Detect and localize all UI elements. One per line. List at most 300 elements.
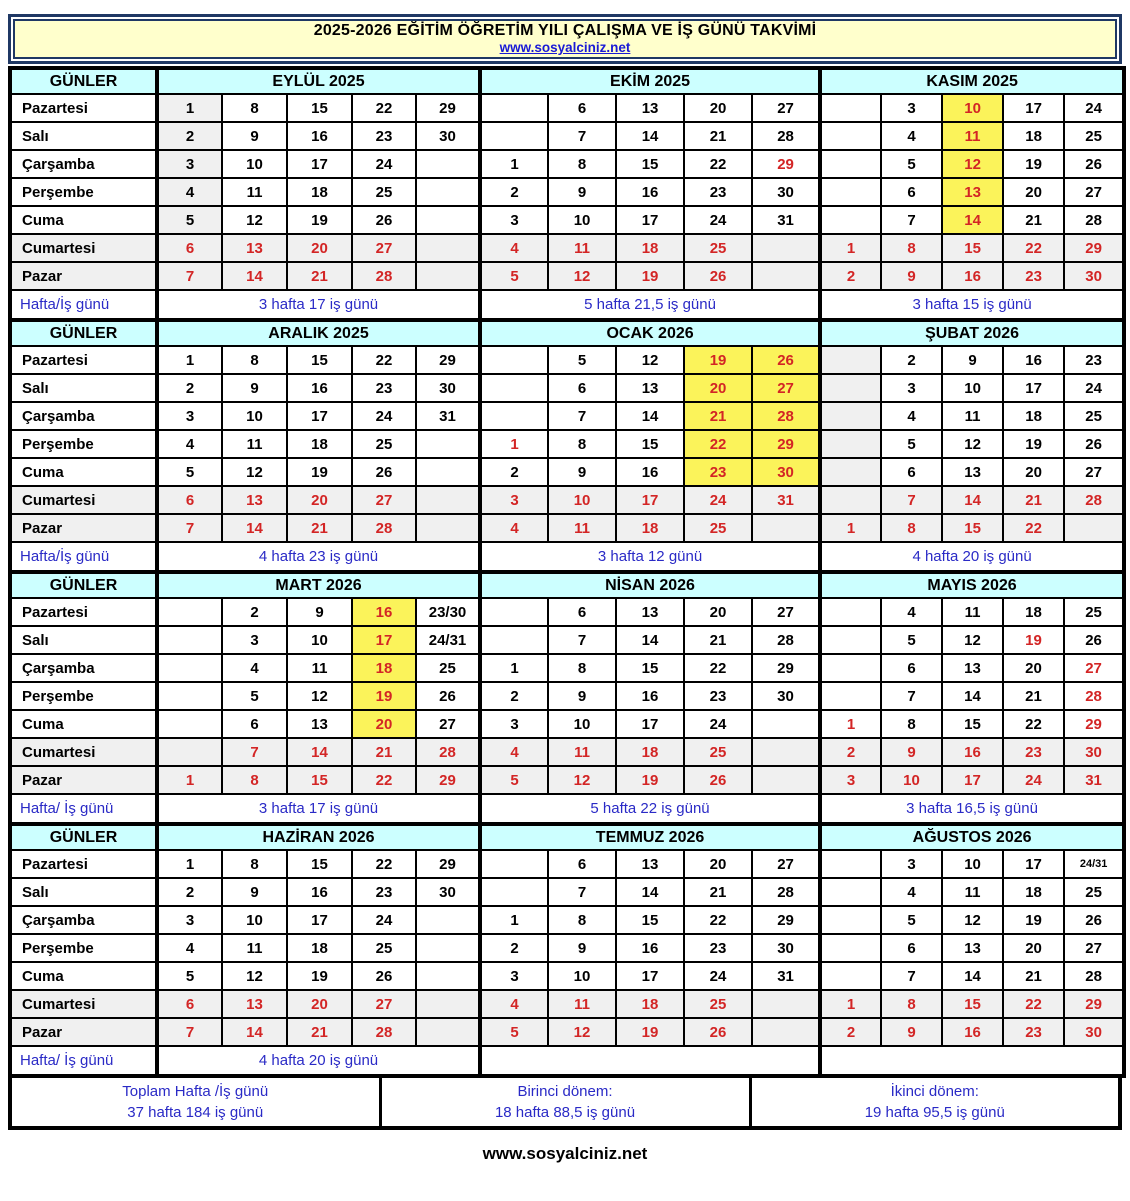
date-cell: 29 — [752, 430, 820, 458]
date-cell: 10 — [881, 766, 942, 794]
month-summary-empty — [480, 1046, 820, 1076]
date-cell: 10 — [548, 962, 616, 990]
day-label: Perşembe — [10, 430, 157, 458]
date-cell: 2 — [222, 598, 287, 626]
date-cell: 26 — [684, 1018, 752, 1046]
date-cell: 27 — [752, 598, 820, 626]
date-cell: 19 — [684, 346, 752, 374]
date-cell: 14 — [942, 206, 1003, 234]
day-label: Çarşamba — [10, 906, 157, 934]
gunler-header: GÜNLER — [10, 572, 157, 598]
date-cell: 26 — [352, 458, 416, 486]
total-weeks-value: 37 hafta 184 iş günü — [127, 1104, 264, 1121]
empty-date-cell — [416, 430, 480, 458]
date-cell: 8 — [881, 710, 942, 738]
date-cell: 12 — [616, 346, 684, 374]
date-cell: 22 — [352, 346, 416, 374]
empty-date-cell — [752, 262, 820, 290]
date-cell: 3 — [881, 374, 942, 402]
date-cell: 30 — [752, 934, 820, 962]
date-cell: 18 — [1003, 598, 1064, 626]
date-cell: 1 — [480, 906, 548, 934]
date-cell: 10 — [942, 94, 1003, 122]
date-cell: 18 — [1003, 122, 1064, 150]
date-cell: 20 — [1003, 458, 1064, 486]
date-cell: 22 — [684, 654, 752, 682]
date-cell: 19 — [287, 962, 352, 990]
date-cell: 20 — [1003, 934, 1064, 962]
week-workday-label: Hafta/İş günü — [10, 542, 157, 572]
date-cell: 8 — [881, 514, 942, 542]
empty-date-cell — [820, 122, 881, 150]
week-workday-label: Hafta/İş günü — [10, 290, 157, 320]
date-cell: 10 — [548, 486, 616, 514]
date-cell: 22 — [1003, 710, 1064, 738]
date-cell: 8 — [222, 766, 287, 794]
date-cell: 9 — [548, 934, 616, 962]
date-cell: 13 — [942, 458, 1003, 486]
date-cell: 11 — [548, 738, 616, 766]
date-cell: 12 — [287, 682, 352, 710]
month-header: EKİM 2025 — [480, 68, 820, 94]
date-cell: 27 — [752, 850, 820, 878]
day-label: Çarşamba — [10, 150, 157, 178]
date-cell: 6 — [222, 710, 287, 738]
date-cell: 11 — [942, 402, 1003, 430]
date-cell: 18 — [616, 990, 684, 1018]
date-cell: 30 — [1064, 738, 1124, 766]
day-label: Pazar — [10, 766, 157, 794]
month-header: MAYIS 2026 — [820, 572, 1124, 598]
date-cell: 7 — [548, 122, 616, 150]
date-cell: 2 — [820, 1018, 881, 1046]
empty-date-cell — [157, 654, 222, 682]
date-cell: 18 — [1003, 402, 1064, 430]
month-summary: 5 hafta 21,5 iş günü — [480, 290, 820, 320]
site-link[interactable]: www.sosyalciniz.net — [499, 40, 631, 55]
date-cell: 30 — [1064, 1018, 1124, 1046]
date-cell: 17 — [616, 962, 684, 990]
date-cell: 1 — [820, 990, 881, 1018]
date-cell: 5 — [881, 430, 942, 458]
date-cell: 20 — [684, 850, 752, 878]
date-cell: 3 — [480, 206, 548, 234]
date-cell: 26 — [1064, 626, 1124, 654]
month-header: OCAK 2026 — [480, 320, 820, 346]
date-cell: 13 — [287, 710, 352, 738]
empty-date-cell — [820, 962, 881, 990]
date-cell: 4 — [480, 234, 548, 262]
date-cell: 15 — [616, 430, 684, 458]
empty-date-cell — [820, 150, 881, 178]
date-cell: 28 — [752, 122, 820, 150]
calendar-page — [8, 14, 1122, 1164]
day-label: Cumartesi — [10, 738, 157, 766]
date-cell: 3 — [480, 486, 548, 514]
date-cell: 17 — [616, 710, 684, 738]
date-cell: 8 — [548, 654, 616, 682]
date-cell: 29 — [416, 766, 480, 794]
date-cell: 24 — [1064, 374, 1124, 402]
date-cell: 16 — [287, 878, 352, 906]
date-cell: 9 — [881, 738, 942, 766]
date-cell: 1 — [157, 94, 222, 122]
calendar-group-3 — [8, 570, 1126, 826]
date-cell: 5 — [480, 262, 548, 290]
date-cell: 14 — [616, 122, 684, 150]
date-cell: 15 — [287, 850, 352, 878]
date-cell: 13 — [616, 850, 684, 878]
date-cell: 25 — [352, 178, 416, 206]
date-cell: 17 — [352, 626, 416, 654]
date-cell: 23 — [1003, 1018, 1064, 1046]
date-cell: 28 — [1064, 682, 1124, 710]
date-cell: 6 — [157, 990, 222, 1018]
date-cell: 13 — [222, 990, 287, 1018]
month-summary: 3 hafta 12 günü — [480, 542, 820, 572]
month-header: HAZİRAN 2026 — [157, 824, 480, 850]
gunler-header: GÜNLER — [10, 320, 157, 346]
date-cell: 2 — [480, 934, 548, 962]
date-cell: 21 — [684, 402, 752, 430]
empty-date-cell — [820, 850, 881, 878]
date-cell: 29 — [416, 94, 480, 122]
date-cell: 22 — [684, 430, 752, 458]
date-cell: 21 — [287, 514, 352, 542]
empty-date-cell — [416, 234, 480, 262]
date-cell: 28 — [352, 514, 416, 542]
date-cell: 6 — [548, 374, 616, 402]
date-cell: 3 — [157, 402, 222, 430]
date-cell: 19 — [352, 682, 416, 710]
date-cell: 24 — [352, 402, 416, 430]
date-cell: 19 — [616, 1018, 684, 1046]
date-cell: 23 — [352, 122, 416, 150]
empty-date-cell — [416, 458, 480, 486]
date-cell: 16 — [942, 1018, 1003, 1046]
date-cell: 16 — [287, 122, 352, 150]
date-cell: 16 — [616, 458, 684, 486]
date-cell: 3 — [881, 94, 942, 122]
date-cell: 23 — [1003, 262, 1064, 290]
date-cell: 13 — [942, 178, 1003, 206]
date-cell: 21 — [684, 878, 752, 906]
date-cell: 29 — [752, 654, 820, 682]
date-cell: 20 — [684, 94, 752, 122]
date-cell: 5 — [157, 458, 222, 486]
date-cell: 9 — [222, 122, 287, 150]
empty-date-cell — [820, 374, 881, 402]
date-cell: 18 — [287, 430, 352, 458]
empty-date-cell — [820, 402, 881, 430]
date-cell: 18 — [287, 178, 352, 206]
date-cell: 11 — [222, 430, 287, 458]
date-cell: 2 — [480, 178, 548, 206]
totals-row — [8, 1074, 1122, 1130]
date-cell: 28 — [352, 1018, 416, 1046]
second-term-title: İkinci dönem: — [890, 1083, 979, 1100]
date-cell: 9 — [222, 878, 287, 906]
month-header: MART 2026 — [157, 572, 480, 598]
date-cell: 16 — [942, 738, 1003, 766]
date-cell: 6 — [881, 458, 942, 486]
date-cell: 31 — [752, 962, 820, 990]
date-cell: 11 — [548, 514, 616, 542]
date-cell: 2 — [881, 346, 942, 374]
date-cell: 11 — [222, 178, 287, 206]
day-label: Pazar — [10, 514, 157, 542]
footer-site-text: www.sosyalciniz.net — [482, 1144, 648, 1163]
empty-date-cell — [752, 710, 820, 738]
date-cell: 19 — [287, 458, 352, 486]
date-cell: 4 — [480, 514, 548, 542]
date-cell: 4 — [157, 430, 222, 458]
date-cell: 14 — [222, 1018, 287, 1046]
date-cell: 22 — [352, 850, 416, 878]
date-cell: 17 — [1003, 850, 1064, 878]
date-cell: 28 — [416, 738, 480, 766]
date-cell: 9 — [287, 598, 352, 626]
date-cell: 5 — [480, 766, 548, 794]
title-bar — [8, 14, 1122, 64]
date-cell: 16 — [942, 262, 1003, 290]
day-label: Salı — [10, 122, 157, 150]
date-cell: 13 — [616, 94, 684, 122]
second-term-cell — [750, 1076, 1120, 1128]
date-cell: 17 — [1003, 374, 1064, 402]
date-cell: 18 — [1003, 878, 1064, 906]
date-cell: 7 — [881, 962, 942, 990]
date-cell: 31 — [752, 206, 820, 234]
date-cell: 15 — [942, 234, 1003, 262]
date-cell: 17 — [287, 402, 352, 430]
empty-date-cell — [820, 458, 881, 486]
day-label: Pazar — [10, 1018, 157, 1046]
date-cell: 23 — [352, 878, 416, 906]
date-cell: 4 — [881, 878, 942, 906]
date-cell: 17 — [1003, 94, 1064, 122]
date-cell: 14 — [942, 962, 1003, 990]
empty-date-cell — [752, 1018, 820, 1046]
date-cell: 1 — [157, 766, 222, 794]
date-cell: 23 — [684, 458, 752, 486]
date-cell: 22 — [352, 94, 416, 122]
date-cell: 30 — [752, 682, 820, 710]
empty-date-cell — [416, 150, 480, 178]
date-cell: 22 — [1003, 990, 1064, 1018]
date-cell: 8 — [881, 990, 942, 1018]
date-cell: 2 — [820, 262, 881, 290]
date-cell: 12 — [548, 262, 616, 290]
date-cell: 16 — [616, 682, 684, 710]
day-label: Pazartesi — [10, 598, 157, 626]
date-cell: 25 — [1064, 402, 1124, 430]
date-cell: 15 — [942, 990, 1003, 1018]
empty-date-cell — [752, 514, 820, 542]
date-cell: 4 — [222, 654, 287, 682]
date-cell: 16 — [352, 598, 416, 626]
date-cell: 4 — [480, 738, 548, 766]
date-cell: 24/31 — [416, 626, 480, 654]
date-cell: 21 — [684, 122, 752, 150]
date-cell: 6 — [881, 178, 942, 206]
date-cell: 5 — [222, 682, 287, 710]
date-cell: 7 — [157, 514, 222, 542]
date-cell: 19 — [616, 766, 684, 794]
date-cell: 12 — [222, 206, 287, 234]
month-summary: 4 hafta 20 iş günü — [820, 542, 1124, 572]
date-cell: 7 — [881, 206, 942, 234]
date-cell: 4 — [881, 402, 942, 430]
date-cell: 2 — [157, 878, 222, 906]
date-cell: 3 — [157, 906, 222, 934]
date-cell: 3 — [480, 710, 548, 738]
date-cell: 23 — [1003, 738, 1064, 766]
date-cell: 11 — [548, 990, 616, 1018]
date-cell: 1 — [157, 850, 222, 878]
empty-date-cell — [820, 626, 881, 654]
empty-date-cell — [480, 122, 548, 150]
day-label: Salı — [10, 374, 157, 402]
date-cell: 14 — [616, 626, 684, 654]
date-cell: 7 — [881, 486, 942, 514]
date-cell: 1 — [480, 654, 548, 682]
date-cell: 2 — [820, 738, 881, 766]
date-cell: 15 — [942, 514, 1003, 542]
date-cell: 11 — [287, 654, 352, 682]
month-summary-empty — [820, 1046, 1124, 1076]
empty-date-cell — [752, 766, 820, 794]
date-cell: 20 — [684, 374, 752, 402]
date-cell: 11 — [942, 878, 1003, 906]
total-weeks-cell — [10, 1076, 380, 1128]
empty-date-cell — [820, 178, 881, 206]
date-cell: 27 — [1064, 654, 1124, 682]
date-cell: 12 — [942, 150, 1003, 178]
date-cell: 25 — [684, 514, 752, 542]
date-cell: 25 — [352, 430, 416, 458]
date-cell: 28 — [1064, 486, 1124, 514]
date-cell: 27 — [352, 486, 416, 514]
date-cell: 14 — [616, 878, 684, 906]
date-cell: 28 — [352, 262, 416, 290]
date-cell: 23 — [684, 178, 752, 206]
date-cell: 12 — [942, 626, 1003, 654]
date-cell: 21 — [1003, 682, 1064, 710]
date-cell: 21 — [287, 262, 352, 290]
empty-date-cell — [416, 990, 480, 1018]
date-cell: 25 — [1064, 878, 1124, 906]
empty-date-cell — [820, 346, 881, 374]
date-cell: 3 — [222, 626, 287, 654]
date-cell: 7 — [548, 626, 616, 654]
date-cell: 15 — [942, 710, 1003, 738]
day-label: Perşembe — [10, 934, 157, 962]
date-cell: 10 — [222, 402, 287, 430]
date-cell: 24 — [684, 710, 752, 738]
date-cell: 2 — [480, 458, 548, 486]
date-cell: 8 — [222, 94, 287, 122]
date-cell: 16 — [287, 374, 352, 402]
month-summary: 4 hafta 20 iş günü — [157, 1046, 480, 1076]
empty-date-cell — [480, 626, 548, 654]
date-cell: 26 — [1064, 150, 1124, 178]
total-weeks-title: Toplam Hafta /İş günü — [122, 1083, 269, 1100]
date-cell: 8 — [548, 430, 616, 458]
date-cell: 26 — [1064, 430, 1124, 458]
date-cell: 20 — [1003, 178, 1064, 206]
date-cell: 12 — [548, 1018, 616, 1046]
first-term-cell — [380, 1076, 750, 1128]
month-header: KASIM 2025 — [820, 68, 1124, 94]
date-cell: 26 — [416, 682, 480, 710]
date-cell: 7 — [548, 402, 616, 430]
date-cell: 18 — [616, 738, 684, 766]
day-label: Cuma — [10, 458, 157, 486]
date-cell: 29 — [752, 150, 820, 178]
date-cell: 23/30 — [416, 598, 480, 626]
date-cell: 13 — [222, 234, 287, 262]
date-cell: 27 — [416, 710, 480, 738]
date-cell: 3 — [820, 766, 881, 794]
date-cell: 12 — [222, 458, 287, 486]
date-cell: 27 — [752, 94, 820, 122]
date-cell: 21 — [287, 1018, 352, 1046]
date-cell: 30 — [416, 122, 480, 150]
date-cell: 27 — [1064, 178, 1124, 206]
month-summary: 4 hafta 23 iş günü — [157, 542, 480, 572]
date-cell: 25 — [416, 654, 480, 682]
date-cell: 25 — [1064, 598, 1124, 626]
date-cell: 5 — [881, 150, 942, 178]
date-cell: 6 — [157, 486, 222, 514]
empty-date-cell — [416, 262, 480, 290]
empty-date-cell — [752, 990, 820, 1018]
date-cell: 11 — [548, 234, 616, 262]
month-header: AĞUSTOS 2026 — [820, 824, 1124, 850]
date-cell: 8 — [222, 850, 287, 878]
date-cell: 2 — [157, 374, 222, 402]
date-cell: 30 — [416, 374, 480, 402]
date-cell: 24 — [684, 962, 752, 990]
date-cell: 8 — [222, 346, 287, 374]
date-cell: 19 — [1003, 906, 1064, 934]
date-cell: 19 — [1003, 430, 1064, 458]
date-cell: 25 — [684, 738, 752, 766]
date-cell: 8 — [548, 906, 616, 934]
date-cell: 2 — [157, 122, 222, 150]
date-cell: 1 — [820, 710, 881, 738]
date-cell: 3 — [157, 150, 222, 178]
date-cell: 24 — [352, 150, 416, 178]
date-cell: 4 — [881, 122, 942, 150]
empty-date-cell — [416, 206, 480, 234]
date-cell: 7 — [157, 262, 222, 290]
date-cell: 14 — [222, 262, 287, 290]
gunler-header: GÜNLER — [10, 68, 157, 94]
date-cell: 1 — [157, 346, 222, 374]
date-cell: 19 — [1003, 626, 1064, 654]
empty-date-cell — [480, 598, 548, 626]
day-label: Pazartesi — [10, 346, 157, 374]
date-cell: 12 — [942, 430, 1003, 458]
date-cell: 29 — [1064, 234, 1124, 262]
date-cell: 28 — [1064, 962, 1124, 990]
page-title: 2025-2026 EĞİTİM ÖĞRETİM YILI ÇALIŞMA VE İŞ GÜNÜ TAKVİMİ — [313, 22, 817, 39]
empty-date-cell — [1064, 514, 1124, 542]
day-label: Salı — [10, 626, 157, 654]
date-cell: 13 — [942, 934, 1003, 962]
